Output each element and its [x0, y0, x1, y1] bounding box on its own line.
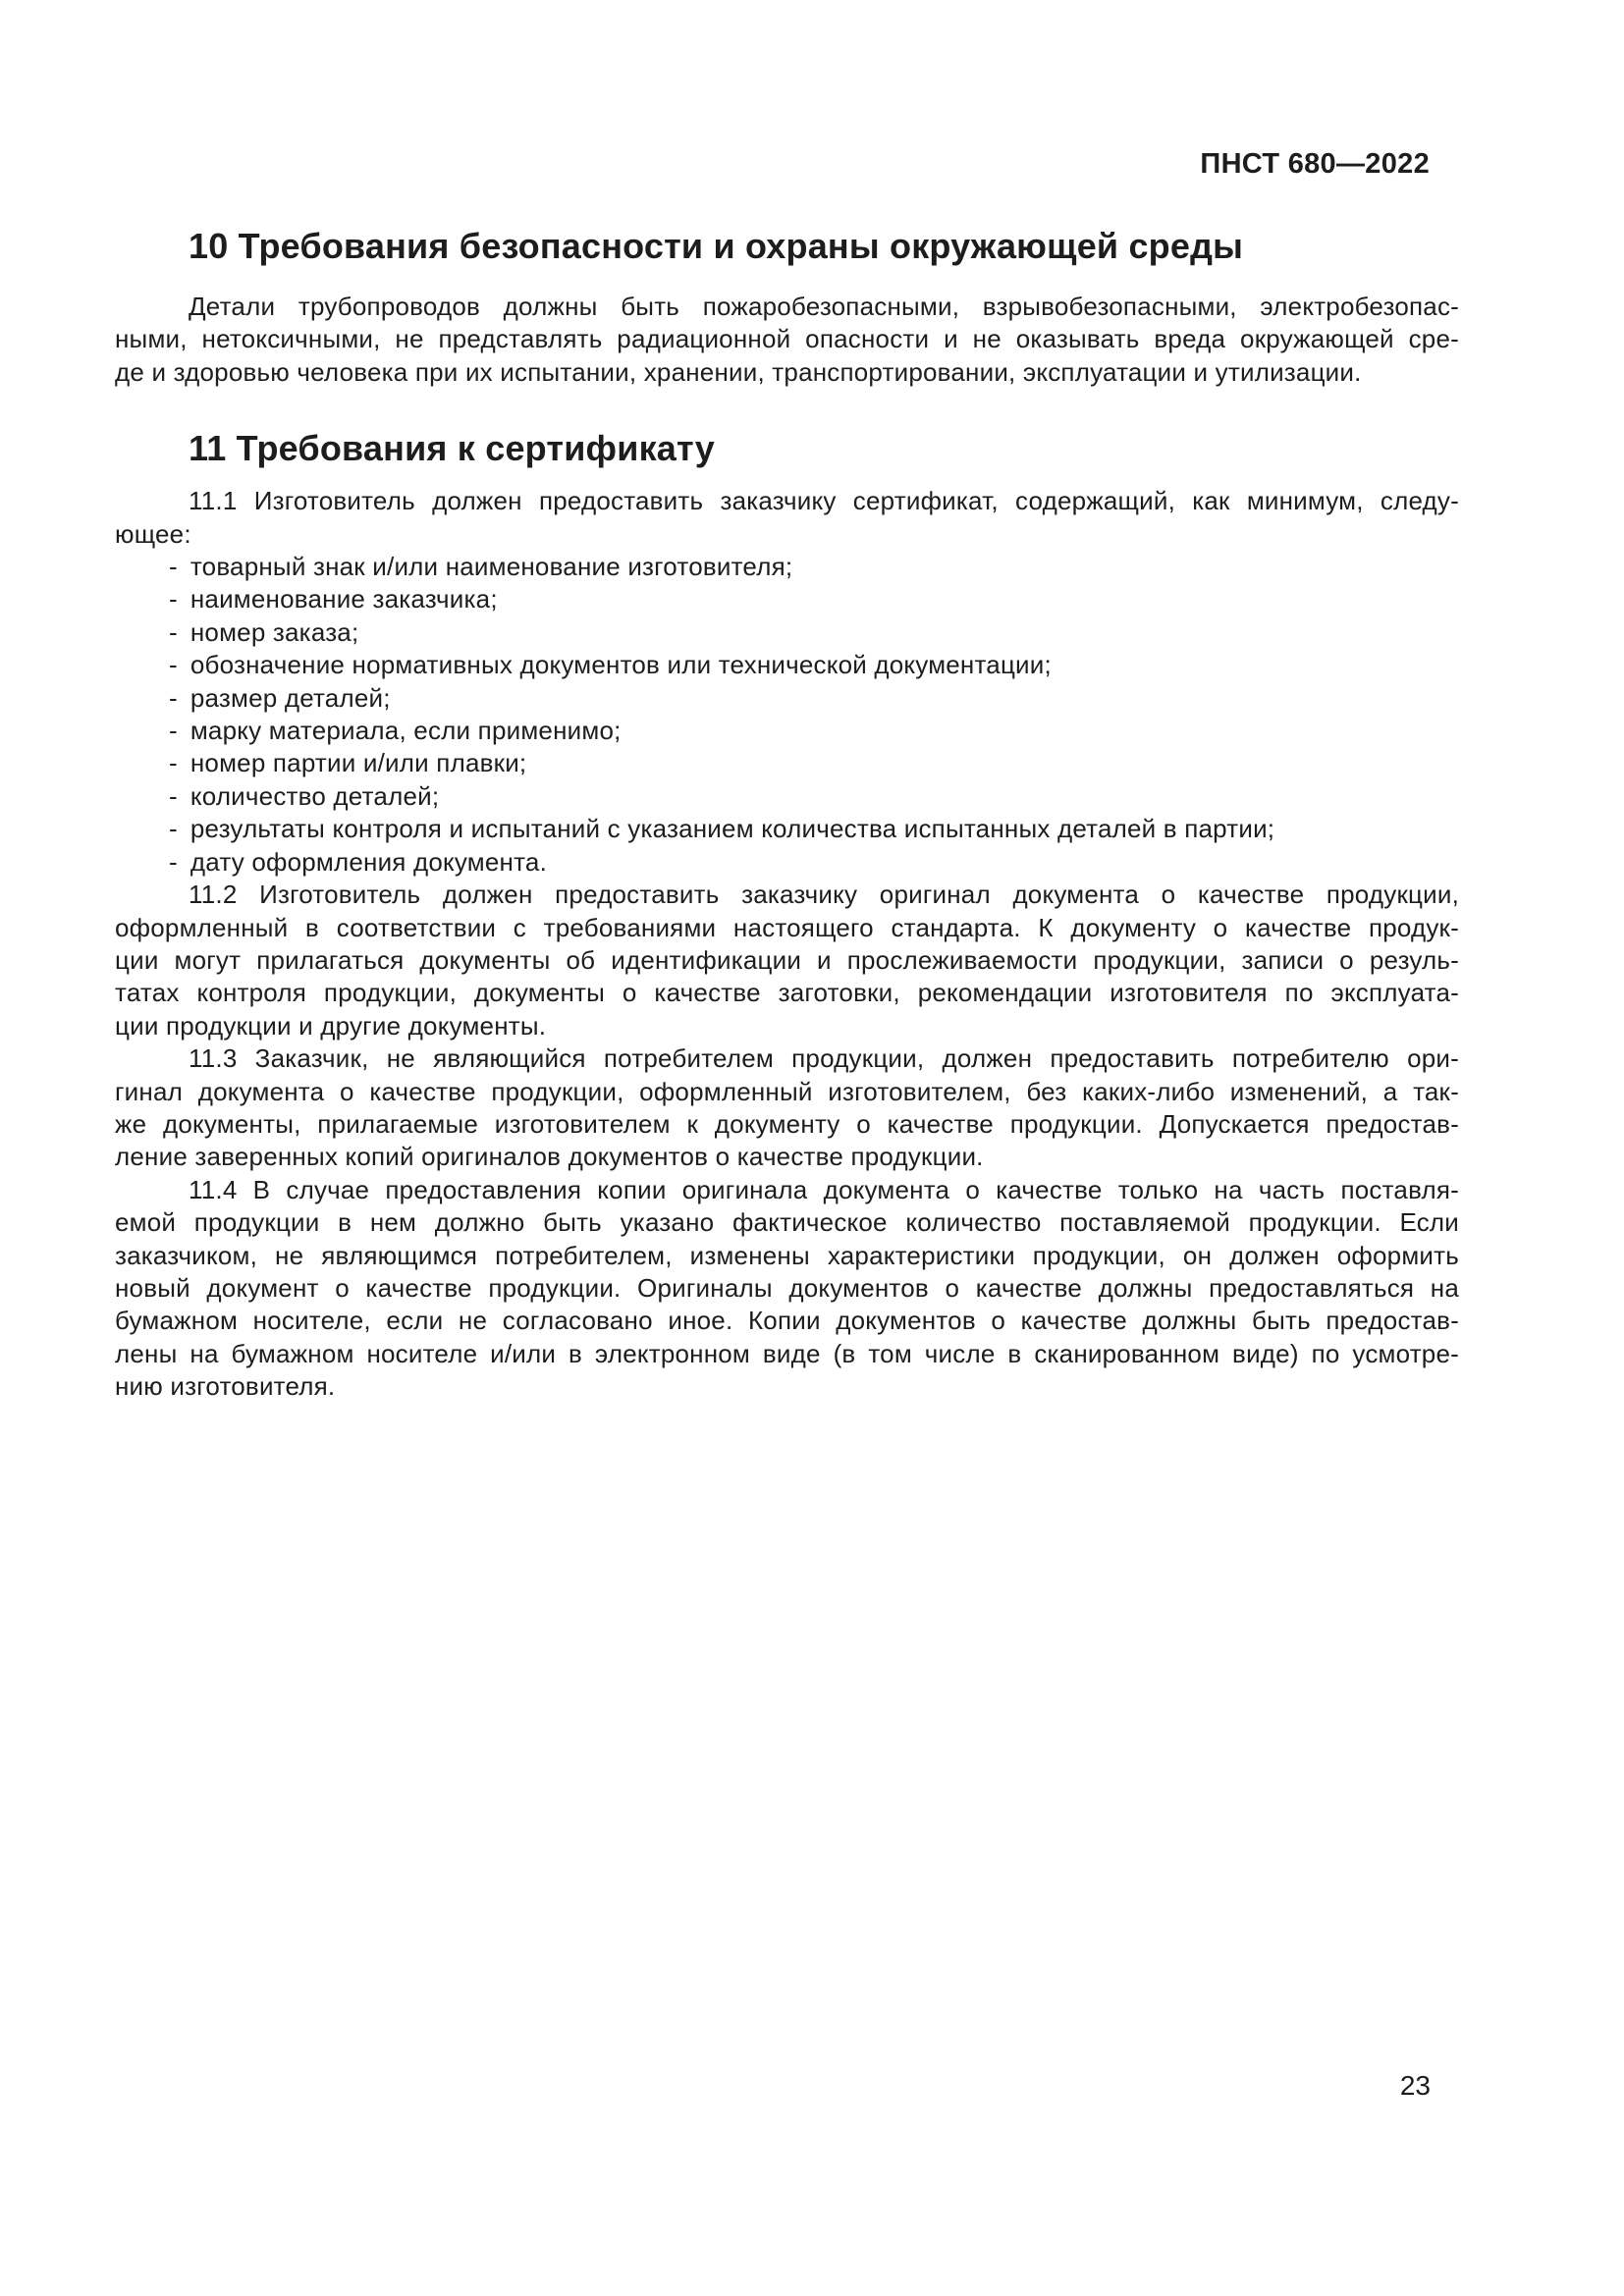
text-line: ции продукции и другие документы. — [115, 1010, 547, 1041]
list-item — [115, 846, 1459, 879]
text-line: заказчиком, не являющимся потребителем, изменены характеристики продукции, он должен оформить — [115, 1240, 1459, 1270]
text-line: бумажном носителе, если не согласовано иное. Копии документов о качестве должны быть предостав- — [115, 1306, 1459, 1336]
text-line: ление заверенных копий оригиналов документов о качестве продукции. — [115, 1142, 984, 1172]
list-dash: - — [169, 584, 178, 614]
para-safety — [115, 291, 1459, 389]
para-11-3 — [115, 1042, 1459, 1174]
text-line: 11.1 Изготовитель должен предоставить заказчику сертификат, содержащий, как минимум, следу- — [189, 486, 1459, 516]
text-line: новый документ о качестве продукции. Оригиналы документов о качестве должны предоставляться на — [115, 1272, 1459, 1303]
text-line: 11.2 Изготовитель должен предоставить заказчику оригинал документа о качестве продукции, — [189, 880, 1459, 910]
list-dash: - — [169, 682, 178, 713]
list-dash: - — [169, 650, 178, 680]
text-line: лены на бумажном носителе и/или в электронном виде (в том числе в сканированном виде) по усмотре- — [115, 1338, 1459, 1368]
page-content — [115, 0, 1459, 1404]
text-line: нию изготовителя. — [115, 1371, 336, 1402]
list-item — [115, 747, 1459, 779]
text-line: емой продукции в нем должно быть указано фактическое количество поставляемой продукции. Если — [115, 1207, 1459, 1238]
text-line: 11.3 Заказчик, не являющийся потребителем продукции, должен предоставить потребителю ори- — [189, 1043, 1459, 1074]
text-line: же документы, прилагаемые изготовителем к документу о качестве продукции. Допускается предостав- — [115, 1108, 1459, 1139]
list-item-text: товарный знак и/или наименование изготовителя; — [189, 552, 793, 582]
list-item-text: дату оформления документа. — [189, 846, 548, 877]
list-item — [115, 813, 1459, 845]
list-item — [115, 551, 1459, 583]
text-line: де и здоровью человека при их испытании, хранении, транспортировании, эксплуатации и утилизации. — [115, 356, 1362, 387]
para-11-1 — [115, 485, 1459, 551]
text-line: татах контроля продукции, документы о качестве заготовки, рекомендации изготовителя по эксплуата- — [115, 978, 1459, 1008]
text-line: гинал документа о качестве продукции, оформленный изготовителем, без каких-либо изменений, а так- — [115, 1076, 1459, 1106]
text-line: ции могут прилагаться документы об идентификации и прослеживаемости продукции, записи о резуль- — [115, 944, 1459, 975]
list-item-text: наименование заказчика; — [189, 584, 498, 614]
document-sections — [115, 224, 1459, 1404]
page-number: 23 — [1399, 2070, 1431, 2101]
para-11-2 — [115, 879, 1459, 1042]
list-dash: - — [169, 748, 178, 778]
text-line: ными, нетоксичными, не представлять радиационной опасности и не оказывать вреда окружающей сре- — [115, 324, 1459, 354]
list-item — [115, 649, 1459, 681]
text-line: 11.4 В случае предоставления копии оригинала документа о качестве только на часть поставля- — [189, 1174, 1459, 1204]
section-heading-11: 11 Требования к сертификату — [189, 428, 715, 469]
list-item — [115, 583, 1459, 615]
list-item — [115, 682, 1459, 715]
para-11-4 — [115, 1174, 1459, 1404]
list-item — [115, 715, 1459, 747]
list-dash: - — [169, 846, 178, 877]
list-item — [115, 616, 1459, 649]
doc-code: ПНСТ 680—2022 — [1200, 148, 1430, 180]
list-item-text: размер деталей; — [189, 682, 391, 713]
text-line: оформленный в соответствии с требованиями настоящего стандарта. К документу о качестве продук- — [115, 912, 1459, 942]
list-item-text: результаты контроля и испытаний с указанием количества испытанных деталей в партии; — [189, 814, 1275, 844]
section-heading-10: 10 Требования безопасности и охраны окружающей среды — [189, 226, 1244, 266]
list-dash: - — [169, 814, 178, 844]
text-line: Детали трубопроводов должны быть пожаробезопасными, взрывобезопасными, электробезопас- — [189, 292, 1459, 321]
list-dash: - — [169, 780, 178, 811]
certificate-requirements-list — [115, 551, 1459, 879]
list-item-text: обозначение нормативных документов или технической документации; — [189, 650, 1052, 680]
text-line: ющее: — [115, 518, 191, 549]
list-item — [115, 780, 1459, 813]
list-item-text: марку материала, если применимо; — [189, 716, 622, 746]
list-item-text: номер партии и/или плавки; — [189, 748, 527, 778]
list-dash: - — [169, 552, 178, 582]
list-item-text: количество деталей; — [189, 780, 440, 811]
list-dash: - — [169, 616, 178, 647]
list-item-text: номер заказа; — [189, 616, 359, 647]
list-dash: - — [169, 716, 178, 746]
